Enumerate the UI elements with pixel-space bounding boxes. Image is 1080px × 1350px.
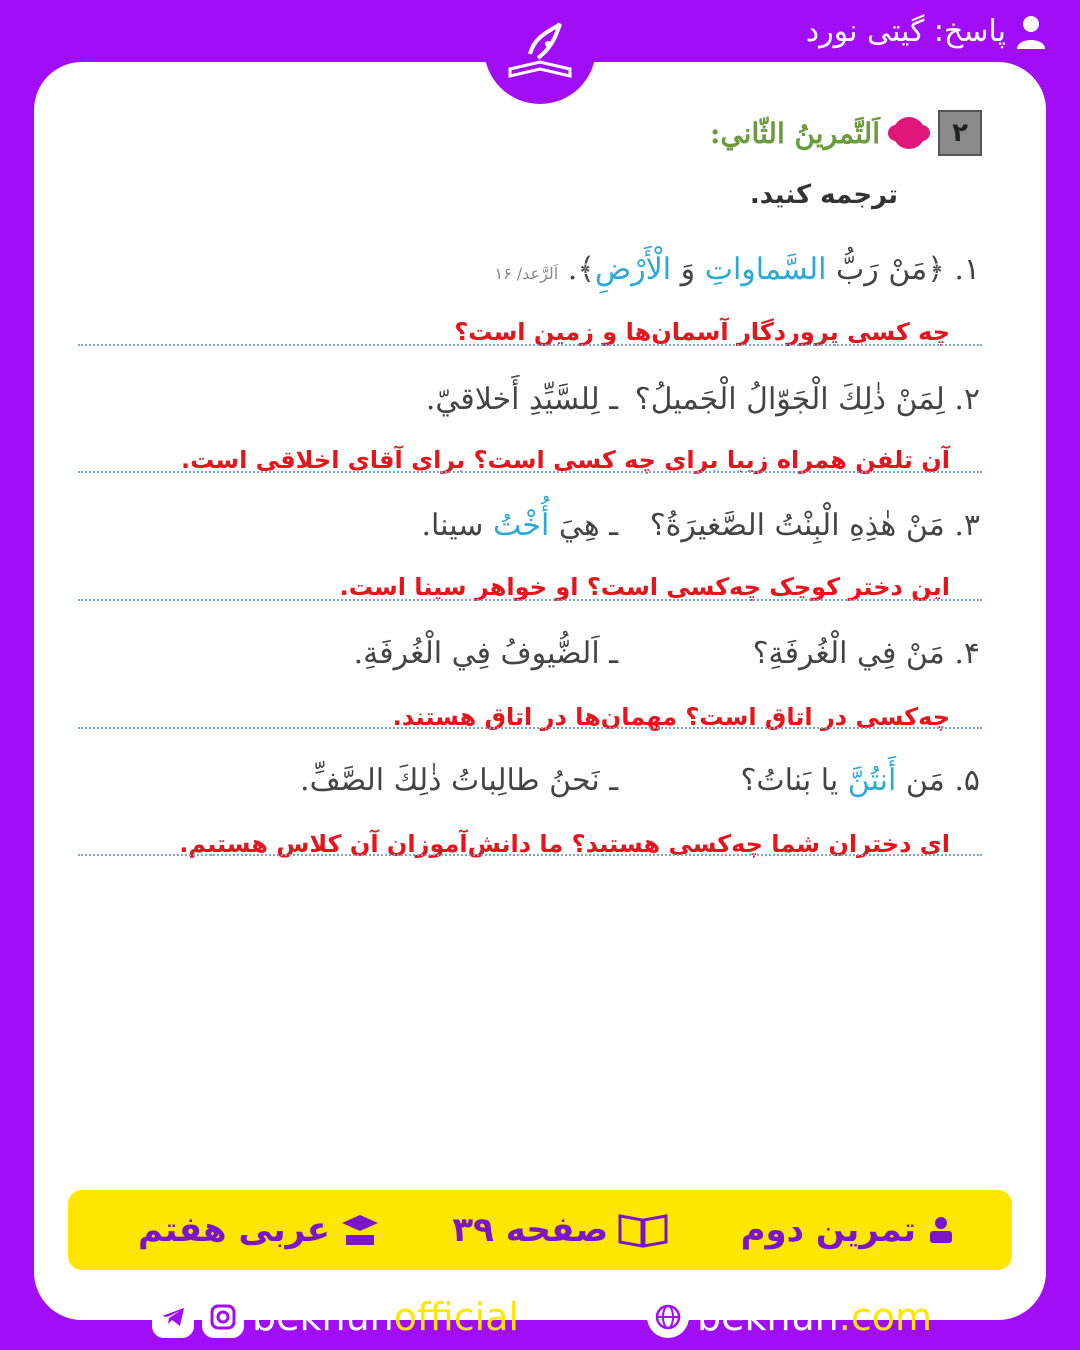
footer-page-label: صفحه ۳۹: [452, 1210, 609, 1250]
arabic-5-answer: ـ نَحنُ طالِباتُ ذٰلِكَ الصَّفِّ.: [300, 763, 618, 798]
arabic-sentence-5: [300, 763, 980, 798]
graduation-cap-icon: [340, 1213, 380, 1247]
arabic-4-question: ۴. مَنْ فِي الْغُرفَةِ؟: [752, 636, 980, 671]
arabic-3-answer-pre: ـ هِيَ: [558, 508, 618, 543]
teacher-icon: [926, 1215, 956, 1245]
arabic-4-answer: ـ اَلضُّيوفُ فِي الْغُرفَةِ.: [353, 636, 618, 671]
quran-reference: اَلرَّعد/ ۱۶: [494, 264, 559, 283]
answer-line-3: [78, 599, 982, 601]
website-text: [697, 1295, 932, 1339]
handle-part-b: official: [393, 1295, 520, 1339]
footer-exercise: [741, 1210, 956, 1250]
arabic-1-end: ﴾.: [567, 252, 595, 287]
open-book-icon: [618, 1212, 668, 1248]
answerer-text: پاسخ: گیتی نورد: [805, 14, 1006, 49]
answer-1: چه کسی پروردگار آسمان‌ها و زمین است؟: [454, 318, 950, 346]
arabic-1-text: ۱. ﴿مَنْ رَبُّ: [836, 252, 980, 287]
brand-logo: [484, 4, 596, 104]
arabic-3-question: ۳. مَنْ هٰذِهِ الْبِنْتُ الصَّغيرَةُ؟: [649, 508, 980, 543]
arabic-sentence-1: [494, 252, 980, 287]
arabic-2-answer: ـ لِلسَّيِّدِ أَخلاقيّ.: [425, 382, 618, 417]
arabic-sentence-2: [425, 382, 980, 417]
arabic-5-blue: أَنتُنَّ: [847, 763, 897, 798]
handle-part-a: bekhun: [252, 1295, 394, 1339]
arabic-1-blue-2: الْأَرْضِ: [594, 252, 672, 287]
footer-page: [452, 1210, 668, 1250]
exercise-header: [710, 110, 982, 156]
footer-bar: [68, 1190, 1012, 1270]
user-icon: [1016, 15, 1046, 49]
answer-5: ای دختران شما چه‌کسی هستید؟ ما دانش‌آموزان آن کلاس هستیم.: [179, 830, 950, 858]
arabic-5-pre: ۵. مَن: [905, 763, 980, 798]
instruction: ترجمه کنید.: [749, 180, 898, 210]
footer-subject-label: عربی هفتم: [138, 1210, 330, 1250]
answer-line-5: [78, 854, 982, 856]
answer-2: آن تلفن همراه زیبا برای چه کسی است؟ برای آقای اخلاقی است.: [180, 446, 950, 474]
telegram-icon[interactable]: [152, 1296, 194, 1338]
content-card: [34, 62, 1046, 1320]
answer-4: چه‌کسی در اتاق است؟ مهمان‌ها در اتاق هستند.: [392, 703, 950, 731]
social-handle-text: [252, 1295, 519, 1339]
site-part-b: .com: [838, 1295, 932, 1339]
answer-3: این دختر کوچک چه‌کسی است؟ او خواهر سینا است.: [339, 573, 950, 601]
footer-exercise-label: تمرین دوم: [740, 1210, 916, 1250]
arabic-2-question: ۲. لِمَنْ ذٰلِكَ الْجَوّالُ الْجَميلُ؟: [634, 382, 980, 417]
flower-icon: [888, 112, 930, 154]
arabic-3-answer: [421, 508, 618, 543]
arabic-3-answer-post: سينا.: [421, 508, 484, 543]
bottom-links: [152, 1292, 932, 1342]
arabic-5-post: يا بَناتُ؟: [740, 763, 839, 798]
site-part-a: bekhun: [696, 1295, 839, 1339]
book-logo-icon: [500, 14, 580, 94]
arabic-1-mid: وَ: [680, 252, 696, 287]
instagram-icon[interactable]: [202, 1296, 244, 1338]
answer-line-1: [78, 344, 982, 346]
social-handle[interactable]: [152, 1295, 519, 1339]
arabic-sentence-4: [353, 636, 980, 671]
arabic-3-answer-blue: أُخْتُ: [492, 508, 550, 543]
exercise-number: ۲: [938, 110, 982, 156]
answerer-label-row: [806, 14, 1046, 49]
answer-line-4: [78, 727, 982, 729]
exercise-title: اَلتَّمرینُ الثّاني:: [709, 116, 880, 150]
answer-line-2: [78, 471, 982, 473]
footer-subject: [138, 1210, 380, 1250]
arabic-sentence-3: [421, 508, 980, 543]
arabic-1-blue-1: السَّماواتِ: [704, 252, 827, 287]
website-link[interactable]: [647, 1295, 932, 1339]
globe-icon: [647, 1296, 689, 1338]
